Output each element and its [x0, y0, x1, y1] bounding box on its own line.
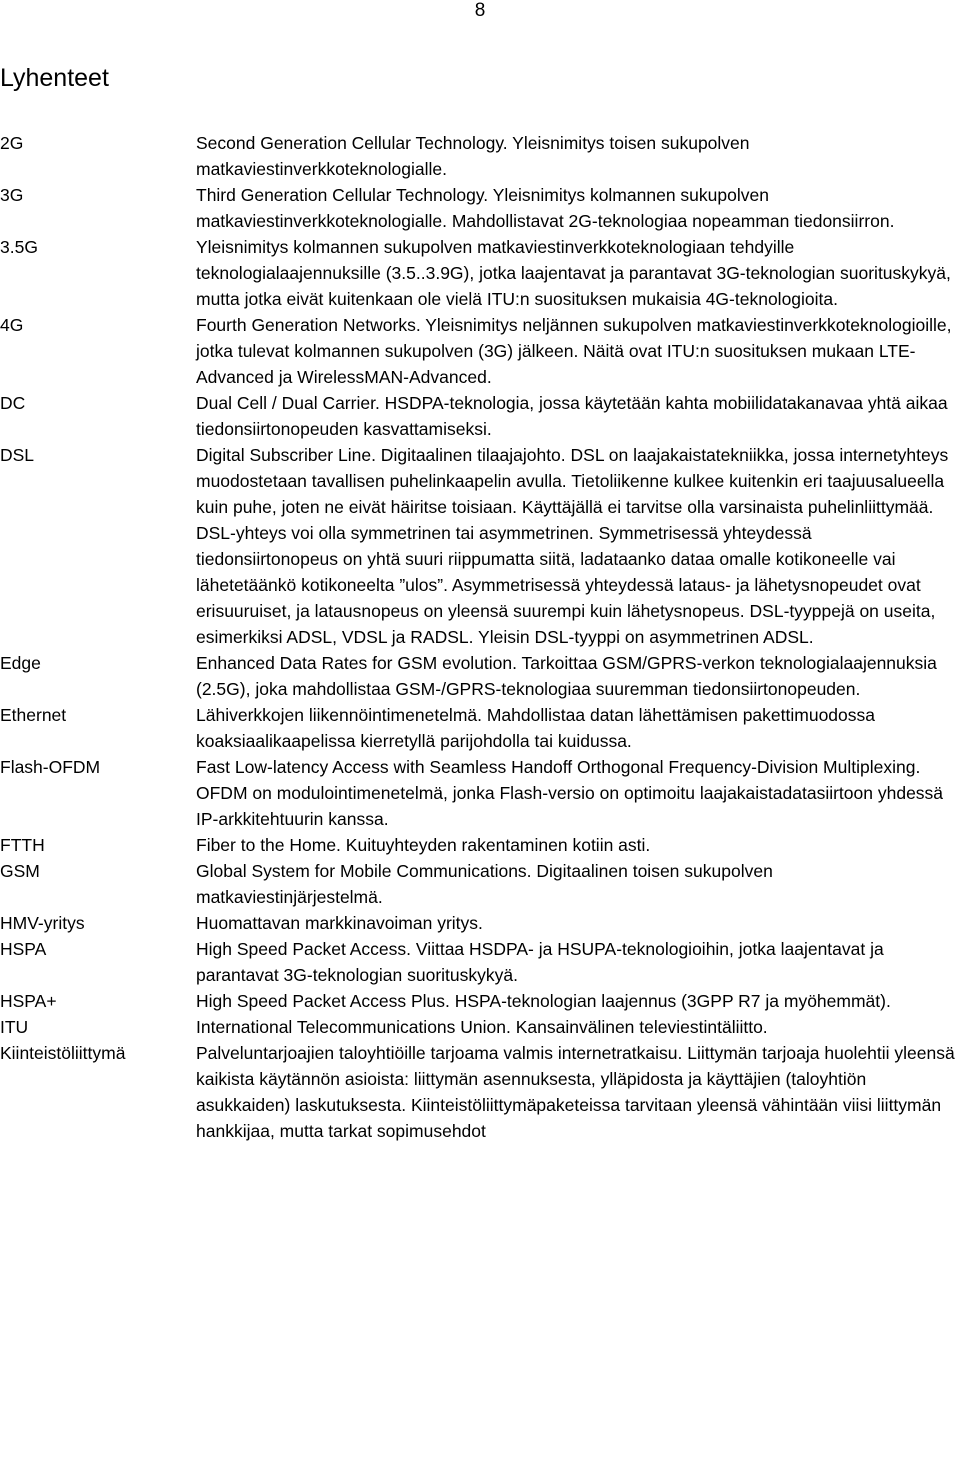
abbreviation-term: 3G — [0, 185, 24, 205]
page-number: 8 — [474, 0, 486, 21]
abbreviation-entry — [0, 442, 960, 650]
abbreviation-term: 3.5G — [0, 237, 38, 257]
abbreviation-definition: Lähiverkkojen liikennöintimenetelmä. Mahdollistaa datan lähettämisen pakettimuodossa koaksiaalikaapelissa kierretyllä parijohdolla tai kuidussa. — [196, 705, 876, 751]
abbreviation-term: ITU — [0, 1017, 29, 1037]
abbreviation-entry — [0, 1014, 960, 1040]
abbreviation-definition: Second Generation Cellular Technology. Yleisnimitys toisen sukupolven matkaviestinverkkoteknologialle. — [196, 133, 750, 179]
abbreviation-term: DSL — [0, 445, 35, 465]
abbreviation-term: 2G — [0, 133, 24, 153]
abbreviation-entry — [0, 832, 960, 858]
abbreviation-list — [0, 130, 960, 1144]
abbreviation-term: GSM — [0, 861, 40, 881]
abbreviation-definition: Fourth Generation Networks. Yleisnimitys neljännen sukupolven matkaviestinverkkoteknologioille, jotka tulevat kolmannen sukupolven (3G) jälkeen. Näitä ovat ITU:n suosituksen mukaan LTE-Advanced ja WirelessMAN-Advanced. — [196, 315, 952, 387]
abbreviation-entry — [0, 130, 960, 182]
abbreviation-entry — [0, 182, 960, 234]
abbreviation-definition: Enhanced Data Rates for GSM evolution. Tarkoittaa GSM/GPRS-verkon teknologialaajennuksia (2.5G), joka mahdollistaa GSM-/GPRS-teknologiaa suuremman tiedonsiirtonopeuden. — [196, 653, 937, 699]
abbreviation-term: Edge — [0, 653, 41, 673]
abbreviation-definition: Dual Cell / Dual Carrier. HSDPA-teknologia, jossa käytetään kahta mobiilidatakanavaa yhtä aikaa tiedonsiirtonopeuden kasvattamiseksi. — [196, 393, 948, 439]
abbreviation-entry — [0, 312, 960, 390]
abbreviation-definition: Palveluntarjoajien taloyhtiöille tarjoama valmis internetratkaisu. Liittymän tarjoaja huolehtii yleensä kaikista käytännön asioista: liittymän asennuksesta, ylläpidosta ja käyttäjien (taloyhtiön asukkaiden) laskutuksesta. Kiinteistöliittymäpaketeissa tarvitaan yleensä vähintään viisi liittymän hankkijaa, mutta tarkat sopimusehdot — [196, 1043, 955, 1141]
abbreviation-definition: Huomattavan markkinavoiman yritys. — [196, 913, 483, 933]
abbreviation-term: Flash-OFDM — [0, 757, 101, 777]
abbreviation-entry — [0, 988, 960, 1014]
abbreviation-definition: High Speed Packet Access. Viittaa HSDPA- ja HSUPA-teknologioihin, jotka laajentavat ja parantavat 3G-teknologian suorituskykyä. — [196, 939, 884, 985]
abbreviation-term: Kiinteistöliittymä — [0, 1043, 126, 1063]
abbreviation-term: HSPA — [0, 939, 47, 959]
abbreviation-term: HSPA+ — [0, 991, 57, 1011]
abbreviation-entry — [0, 1040, 960, 1144]
abbreviation-definition: Yleisnimitys kolmannen sukupolven matkaviestinverkkoteknologiaan tehdyille teknologialaajennuksille (3.5..3.9G), jotka laajentavat ja parantavat 3G-teknologian suorituskykyä, mutta jotka eivät kuitenkaan ole vielä ITU:n suosituksen mukaisia 4G-teknologioita. — [196, 237, 951, 309]
abbreviation-definition: Fast Low-latency Access with Seamless Handoff Orthogonal Frequency-Division Multiplexing. OFDM on modulointimenetelmä, jonka Flash-versio on optimoitu laajakaistadatasiirtoon yhdessä IP-arkkitehtuurin kanssa. — [196, 757, 944, 829]
abbreviation-term: FTTH — [0, 835, 45, 855]
abbreviation-definition: Digital Subscriber Line. Digitaalinen tilaajajohto. DSL on laajakaistatekniikka, jossa internetyhteys muodostetaan tavallisen puhelinkaapelin avulla. Tietoliikenne kulkee kuitenkin eri taajuusalueella kuin puhe, joten ne eivät häiritse toisiaan. Käyttäjällä ei tarvitse olla varsinaista puhelinliittymää. DSL-yhteys voi olla symmetrinen tai asymmetrinen. Symmetrisessä yhteydessä tiedonsiirtonopeus on yhtä suuri riippumatta siitä, ladataanko dataa omalle kotikoneelle vai lähetetäänkö kotikoneelta ”ulos”. Asymmetrisessä yhteydessä lataus- ja lähetysnopeudet ovat erisuuruiset, ja latausnopeus on yleensä suurempi kuin lähetysnopeus. DSL-tyyppejä on useita, esimerkiksi ADSL, VDSL ja RADSL. Yleisin DSL-tyyppi on asymmetrinen ADSL. — [196, 445, 949, 647]
abbreviation-entry — [0, 858, 960, 910]
abbreviation-definition: Third Generation Cellular Technology. Yleisnimitys kolmannen sukupolven matkaviestinverkkoteknologialle. Mahdollistavat 2G-teknologiaa nopeamman tiedonsiirron. — [196, 185, 895, 231]
abbreviation-entry — [0, 910, 960, 936]
abbreviation-entry — [0, 390, 960, 442]
abbreviation-entry — [0, 754, 960, 832]
abbreviation-term: DC — [0, 393, 26, 413]
section-heading: Lyhenteet — [0, 64, 109, 92]
abbreviation-term: 4G — [0, 315, 24, 335]
abbreviation-definition: Global System for Mobile Communications. Digitaalinen toisen sukupolven matkaviestinjärjestelmä. — [196, 861, 773, 907]
abbreviation-entry — [0, 650, 960, 702]
abbreviation-entry — [0, 234, 960, 312]
abbreviation-definition: High Speed Packet Access Plus. HSPA-teknologian laajennus (3GPP R7 ja myöhemmät). — [196, 991, 891, 1011]
abbreviation-definition: Fiber to the Home. Kuituyhteyden rakentaminen kotiin asti. — [196, 835, 651, 855]
abbreviation-entry — [0, 702, 960, 754]
abbreviation-term: Ethernet — [0, 705, 67, 725]
abbreviation-term: HMV-yritys — [0, 913, 85, 933]
abbreviation-entry — [0, 936, 960, 988]
abbreviation-definition: International Telecommunications Union. Kansainvälinen televiestintäliitto. — [196, 1017, 768, 1037]
